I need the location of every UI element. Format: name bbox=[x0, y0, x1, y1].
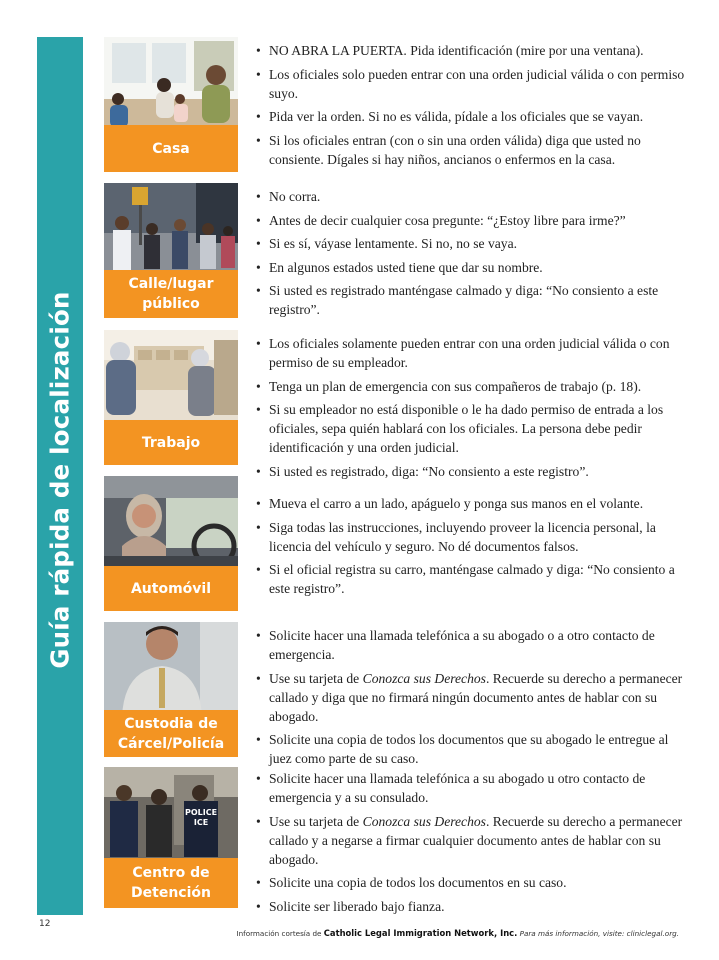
bullet-item: • Tenga un plan de emergencia con sus compañeros de trabajo (p. 18). bbox=[256, 377, 686, 396]
label-line: Calle/lugar bbox=[128, 276, 214, 292]
ice-vest-text: ICE bbox=[193, 818, 209, 827]
section-label bbox=[104, 858, 238, 908]
emphasis-text: Conozca sus Derechos bbox=[362, 813, 486, 829]
bullet-item: • Solicite hacer una llamada telefónica a su abogado u otro contacto de emergencia y a su consulado. bbox=[256, 769, 686, 807]
bullet-item: • Solicite una copia de todos los documentos en su caso. bbox=[256, 873, 686, 892]
automovil-photo bbox=[104, 476, 238, 611]
bullet-item: • Antes de decir cualquier cosa pregunte: “¿Estoy libre para irme?” bbox=[256, 211, 686, 230]
bullet-item: • Use su tarjeta de Conozca sus Derechos. Recuerde su derecho a permanecer callado y diga que no firmará ningún documento antes de hablar con su abogado. bbox=[256, 669, 686, 726]
calle-photo bbox=[104, 183, 238, 318]
bullet-item: • Los oficiales solamente pueden entrar con una orden judicial válida o con permiso de su empleador. bbox=[256, 334, 686, 372]
label-line: público bbox=[142, 296, 200, 312]
bullet-list bbox=[256, 334, 686, 485]
bullet-item: • En algunos estados usted tiene que dar su nombre. bbox=[256, 258, 686, 277]
bullet-item: • Si usted es registrado, diga: “No consiento a este registro”. bbox=[256, 462, 686, 481]
bullet-item: • Si el oficial registra su carro, manténgase calmado y diga: “No consiento a este registro”. bbox=[256, 560, 686, 598]
label-line: Automóvil bbox=[130, 580, 212, 597]
bullet-item: • Siga todas las instrucciones, incluyendo proveer la licencia personal, la licencia del vehículo y seguro. No dé documentos falsos. bbox=[256, 518, 686, 556]
bullet-item: • Si los oficiales entran (con o sin una orden válida) diga que usted no consiente. Dígales si hay niños, ancianos o enfermos en la casa. bbox=[256, 131, 686, 169]
trabajo-photo bbox=[104, 330, 238, 465]
bullet-item: • No corra. bbox=[256, 187, 686, 206]
bullet-list bbox=[256, 494, 686, 603]
bullet-item: • Pida ver la orden. Si no es válida, pídale a los oficiales que se vayan. bbox=[256, 107, 686, 126]
police-vest-text: POLICE bbox=[184, 808, 218, 817]
footer-prefix: Información cortesía de bbox=[236, 929, 322, 938]
label-line: Cárcel/Policía bbox=[117, 735, 225, 752]
sidebar-title: Guía rápida de localización bbox=[45, 291, 75, 669]
bullet-item: • Solicite ser liberado bajo fianza. bbox=[256, 897, 686, 916]
custodia-photo bbox=[104, 622, 238, 757]
bullet-item: • Si es sí, váyase lentamente. Si no, no se vaya. bbox=[256, 234, 686, 253]
detencion-photo bbox=[104, 767, 238, 908]
bullet-item: • Si su empleador no está disponible o le ha dado permiso de entrada a los oficiales, sepa quién hablará con los oficiales. La persona debe pedir identificación y una orden judicial. bbox=[256, 400, 686, 457]
bullet-item: • Los oficiales solo pueden entrar con una orden judicial válida o con permiso suyo. bbox=[256, 65, 686, 103]
emphasis-text: Conozca sus Derechos bbox=[362, 670, 486, 686]
bullet-item: • Use su tarjeta de Conozca sus Derechos. Recuerde su derecho a permanecer callado y a negarse a firmar cualquier documento antes de hablar con su abogado. bbox=[256, 812, 686, 869]
footer-org: Catholic Legal Immigration Network, Inc. bbox=[323, 928, 518, 938]
section-label bbox=[104, 420, 238, 465]
label-line: Trabajo bbox=[141, 434, 201, 451]
bullet-list bbox=[256, 769, 686, 920]
label-line: Custodia de bbox=[124, 715, 218, 732]
section-label bbox=[104, 270, 238, 318]
bullet-item: • Solicite hacer una llamada telefónica a su abogado o a otro contacto de emergencia. bbox=[256, 626, 686, 664]
label-line: Casa bbox=[152, 140, 190, 157]
label-line: Detención bbox=[131, 885, 211, 901]
section-label bbox=[104, 125, 238, 172]
bullet-item: • NO ABRA LA PUERTA. Pida identificación (mire por una ventana). bbox=[256, 41, 686, 60]
bullet-list bbox=[256, 41, 686, 173]
bullet-list bbox=[256, 626, 686, 773]
bullet-item: • Solicite una copia de todos los documentos que su abogado le entregue al juez como parte de su caso. bbox=[256, 730, 686, 768]
casa-photo bbox=[104, 37, 238, 172]
bullet-list bbox=[256, 187, 686, 324]
section-label bbox=[104, 566, 238, 611]
footer-credit bbox=[237, 928, 680, 938]
section-label bbox=[104, 710, 238, 757]
label-line: Centro de bbox=[132, 865, 210, 881]
page-number: 12 bbox=[39, 919, 51, 929]
bullet-item: • Mueva el carro a un lado, apáguelo y ponga sus manos en el volante. bbox=[256, 494, 686, 513]
bullet-item: • Si usted es registrado manténgase calmado y diga: “No consiento a este registro”. bbox=[256, 281, 686, 319]
footer-more-info: Para más información, visite: cliniclegal.org. bbox=[519, 929, 679, 938]
